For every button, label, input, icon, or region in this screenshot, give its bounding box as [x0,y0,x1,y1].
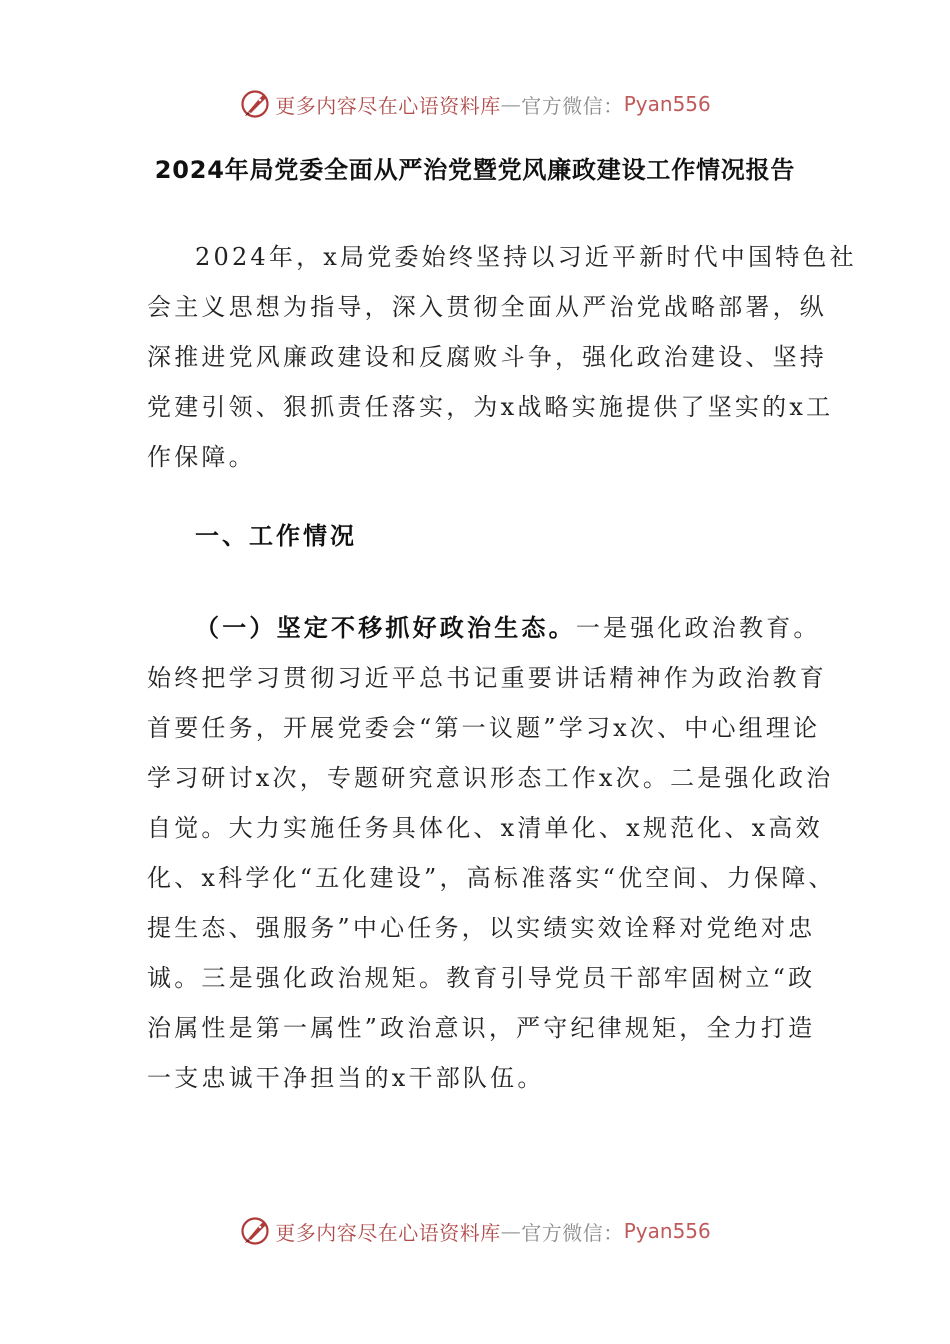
paragraph-line: 一支忠诚干净担当的x干部队伍。 [147,1064,545,1092]
paragraph-first-line [147,603,821,653]
intro-line: 2024年，x局党委始终坚持以习近平新时代中国特色社 [195,243,857,271]
paragraph-line: 始终把学习贯彻习近平总书记重要讲话精神作为政治教育 [147,664,827,692]
banner-dash: — [500,92,522,116]
paragraph-line: 自觉。大力实施任务具体化、x清单化、x规范化、x高效 [147,814,823,842]
intro-paragraph [147,232,857,482]
paragraph-line: 首要任务，开展党委会“第一议题”学习x次、中心组理论 [147,714,821,742]
banner-wechat-label: 官方微信： [521,93,624,118]
pen-nib-logo-icon [239,87,273,121]
intro-line: 作保障。 [147,443,256,471]
banner-dash: — [500,1219,522,1243]
paragraph-text: 一是强化政治教育。 [575,614,821,642]
intro-line: 会主义思想为指导，深入贯彻全面从严治党战略部署，纵 [147,293,827,321]
banner-main-text: 更多内容尽在心语资料库 [275,93,501,118]
header-watermark-banner [0,84,950,124]
pen-nib-logo-icon [239,1214,273,1248]
section-heading-work-status: 一、工作情况 [195,522,357,550]
intro-line: 党建引领、狠抓责任落实，为x战略实施提供了坚实的x工 [147,393,834,421]
footer-watermark-banner [0,1211,950,1251]
subsection-heading: （一）坚定不移抓好政治生态。 [195,614,576,642]
paragraph-line: 诚。三是强化政治规矩。教育引导党员干部牢固树立“政 [147,964,816,992]
paragraph-line: 治属性是第一属性”政治意识，严守纪律规矩，全力打造 [147,1014,816,1042]
paragraph-line: 化、x科学化“五化建设”，高标准落实“优空间、力保障、 [147,864,836,892]
political-ecology-paragraph [147,603,836,1103]
banner-main-text: 更多内容尽在心语资料库 [275,1220,501,1245]
document-title: 2024年局党委全面从严治党暨党风廉政建设工作情况报告 [154,156,796,184]
banner-wechat-id: Pyan556 [623,92,711,116]
paragraph-line: 提生态、强服务”中心任务，以实绩实效诠释对党绝对忠 [147,914,816,942]
paragraph-line: 学习研讨x次，专题研究意识形态工作x次。二是强化政治 [147,764,834,792]
banner-wechat-label: 官方微信： [521,1220,624,1245]
banner-wechat-id: Pyan556 [623,1219,711,1243]
intro-line: 深推进党风廉政建设和反腐败斗争，强化政治建设、坚持 [147,343,827,371]
